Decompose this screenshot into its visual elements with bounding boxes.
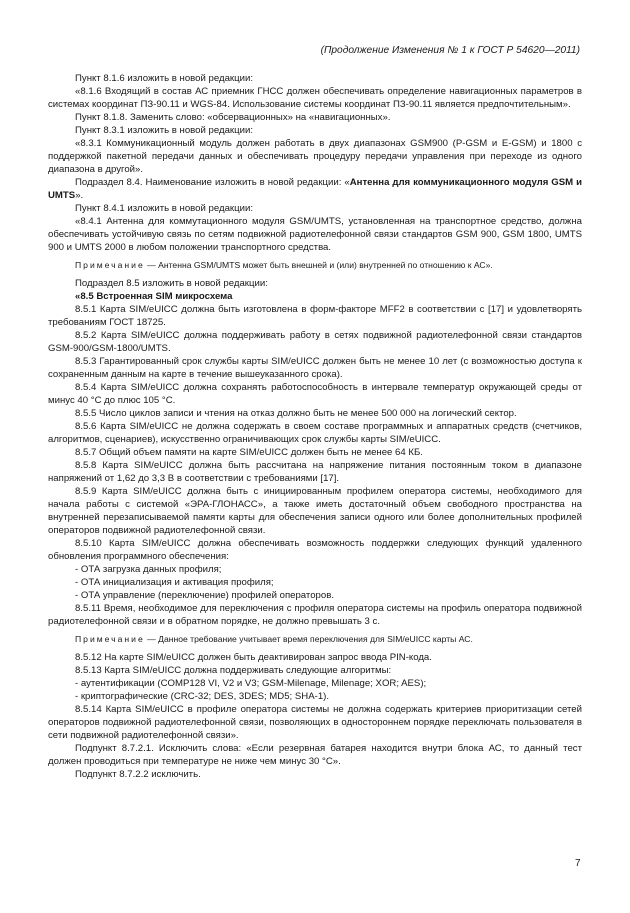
paragraph: Пункт 8.3.1 изложить в новой редакции: (75, 125, 253, 136)
paragraph: 8.5.5 Число циклов записи и чтения на отказ должно быть не менее 500 000 на логический сектор. (75, 408, 517, 419)
paragraph: «8.3.1 Коммуникационный модуль должен работать в двух диапазонах GSM900 (P-GSM и E-GSM) и 1800 с поддержкой пакетной передачи данных и обеспечивать процедуру передачи управления при переходе из одного диапазона в другой». (48, 138, 582, 175)
paragraph: 8.5.3 Гарантированный срок службы карты SIM/eUICC должен быть не менее 10 лет (с возможностью доступа к сохраненным данным на карте в течение вышеуказанного срока). (48, 356, 582, 380)
paragraph: Подпункт 8.7.2.1. Исключить слова: «Если резервная батарея находится внутри блока АС, то данный тест должен проводиться при температуре не ниже чем минус 30 °С». (48, 743, 582, 767)
note (48, 259, 582, 272)
list-item: - криптографические (CRC-32; DES, 3DES; MD5; SHA-1). (75, 691, 330, 702)
paragraph (48, 176, 582, 202)
paragraph: Пункт 8.1.6 изложить в новой редакции: (75, 73, 253, 84)
list-item: - ОТА загрузка данных профиля; (75, 564, 222, 575)
paragraph: Пункт 8.1.8. Заменить слово: «обсервационных» на «навигационных». (75, 112, 391, 123)
running-header: (Продолжение Изменения № 1 к ГОСТ Р 54620—2011) (320, 45, 580, 56)
paragraph: «8.1.6 Входящий в состав АС приемник ГНСС должен обеспечивать определение навигационных параметров в системах координат ПЗ-90.11 и WGS-84. Использование системы координат ПЗ-90.11 является предпочтительным». (48, 86, 582, 110)
note-label: Примечание (75, 260, 145, 270)
paragraph: Подпункт 8.7.2.2 исключить. (75, 769, 201, 780)
list-item: - ОТА управление (переключение) профилей операторов. (75, 590, 334, 601)
paragraph-text: Подраздел 8.4. Наименование изложить в новой редакции: « (75, 177, 350, 188)
paragraph: 8.5.2 Карта SIM/eUICC должна поддерживать работу в сетях подвижной радиотелефонной связи стандартов GSM-900/GSM-1800/UMTS. (48, 330, 582, 354)
note-label: Примечание (75, 634, 145, 644)
note-text: — Антенна GSM/UMTS может быть внешней и (или) внутренней по отношению к АС». (144, 260, 493, 270)
paragraph: Подраздел 8.5 изложить в новой редакции: (75, 278, 268, 289)
paragraph: 8.5.10 Карта SIM/eUICC должна обеспечивать возможность поддержки следующих функций удаленного обновления программного обеспечения: (48, 538, 582, 562)
document-body (48, 72, 582, 781)
paragraph: 8.5.6 Карта SIM/eUICC не должна содержать в своем составе программных и аппаратных средств (счетчиков, алгоритмов, сценариев), искусственно ограничивающих срок службы карты SIM/eUICC. (48, 421, 582, 445)
paragraph: 8.5.8 Карта SIM/eUICC должна быть рассчитана на напряжение питания постоянным током в диапазоне напряжений от 1,62 до 3,3 В в соответствии с требованиями [17]. (48, 460, 582, 484)
paragraph: 8.5.12 На карте SIM/eUICC должен быть деактивирован запрос ввода PIN-кода. (75, 652, 432, 663)
paragraph: 8.5.13 Карта SIM/eUICC должна поддерживать следующие алгоритмы: (75, 665, 392, 676)
bold-heading: Антенна для коммуникационного модуля GSM и UMTS (48, 177, 582, 201)
paragraph: Пункт 8.4.1 изложить в новой редакции: (75, 203, 253, 214)
paragraph: 8.5.14 Карта SIM/eUICC в профиле оператора системы не должна содержать критериев приоритизации сетей операторов подвижной радиотелефонной связи, позволяющих в одностороннем порядке переключать пользователя в сети подвижной радиотелефонной связи». (48, 704, 582, 741)
paragraph: 8.5.7 Общий объем памяти на карте SIM/eUICC должен быть не менее 64 КБ. (75, 447, 423, 458)
paragraph-text: ». (75, 190, 84, 201)
paragraph: 8.5.11 Время, необходимое для переключения с профиля оператора системы на профиль оператора подвижной радиотелефонной связи и в обратном порядке, не должно превышать 3 с. (48, 603, 582, 627)
paragraph: «8.4.1 Антенна для коммутационного модуля GSM/UMTS, установленная на транспортное средство, должна обеспечивать устойчивую связь по сетям подвижной радиотелефонной связи стандартов GSM 900, GSM 1800, UMTS 900 и UMTS 2000 в любом положении транспортного средства. (48, 216, 582, 253)
list-item: - ОТА инициализация и активация профиля; (75, 577, 274, 588)
paragraph: 8.5.9 Карта SIM/eUICC должна быть с инициированным профилем оператора системы, необходимого для начала работы с системой «ЭРА-ГЛОНАСС», а также иметь достаточный объем свободного пространства на внутренней перезаписываемой памяти карты для обеспечения записи одного или более дополнительных профилей операторов подвижной радиотелефонной связи. (48, 486, 582, 536)
section-heading: «8.5 Встроенная SIM микросхема (75, 291, 233, 302)
list-item: - аутентификации (COMP128 VI, V2 и V3; GSM-Milenage, Milenage; XOR; AES); (75, 678, 427, 689)
page-number: 7 (575, 858, 581, 869)
note (48, 633, 582, 646)
paragraph: 8.5.4 Карта SIM/eUICC должна сохранять работоспособность в интервале температур окружающей среды от минус 40 °С до плюс 105 °С. (48, 382, 582, 406)
note-text: — Данное требование учитывает время переключения для SIM/eUICC карты АС. (144, 634, 473, 644)
paragraph: 8.5.1 Карта SIM/eUICC должна быть изготовлена в форм-факторе MFF2 в соответствии с [17] и удовлетворять требованиям ГОСТ 18725. (48, 304, 582, 328)
